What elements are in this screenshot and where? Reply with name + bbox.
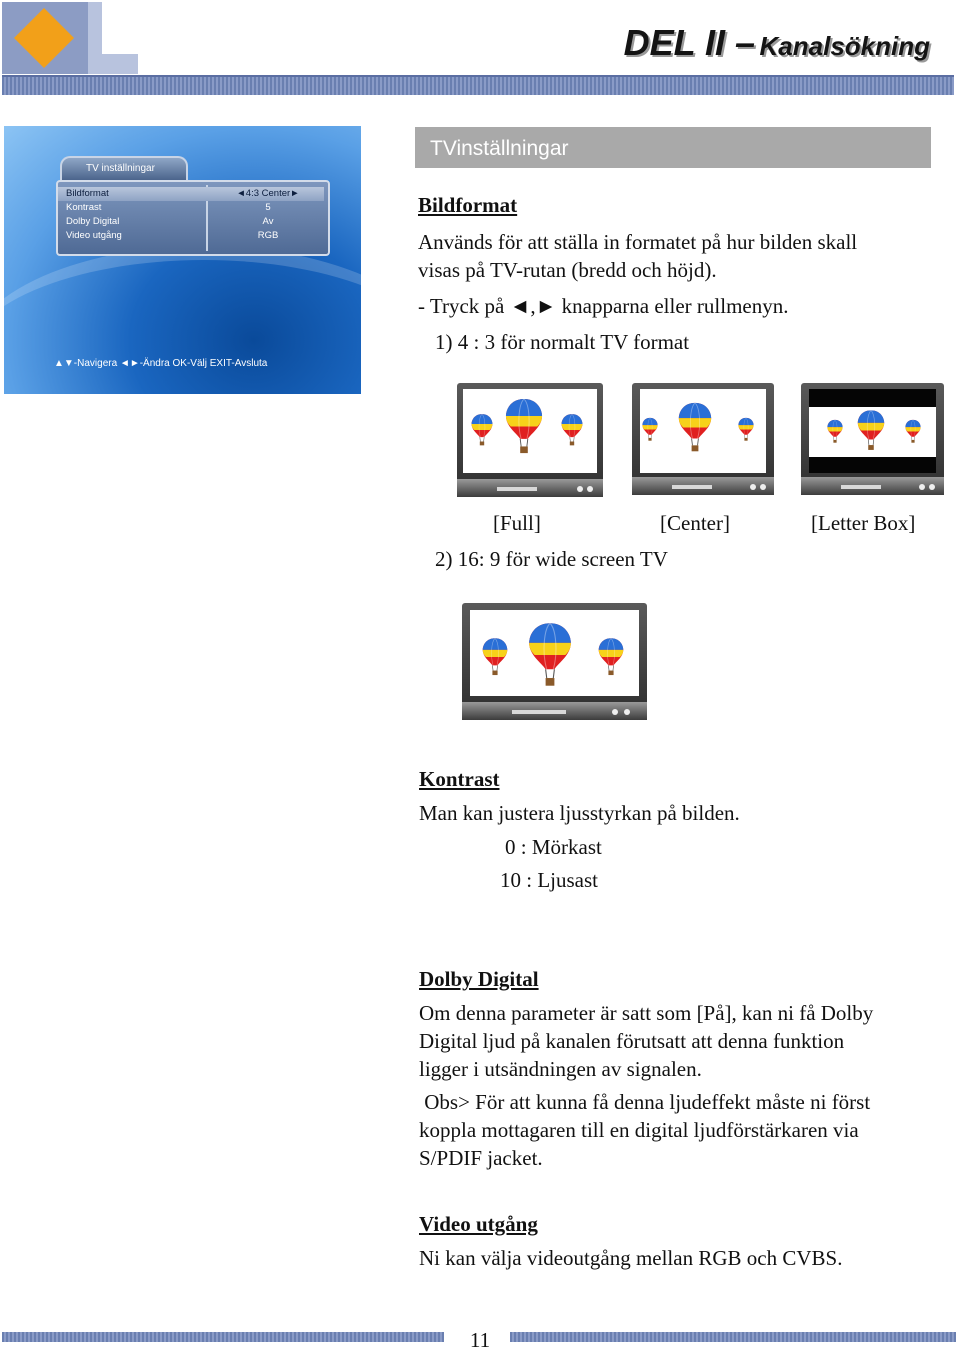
osd-row-video (58, 229, 324, 243)
page-number: 11 (462, 1328, 498, 1353)
bildformat-line-2: visas på TV-rutan (bredd och höjd). (418, 256, 717, 284)
dolby-line-6: S/PDIF jacket. (419, 1144, 543, 1172)
page-header-title (624, 22, 930, 64)
kontrast-line-1: Man kan justera ljusstyrkan på bilden. (419, 799, 740, 827)
header-rule (2, 75, 954, 95)
kontrast-min: 0 : Mörkast (505, 833, 602, 861)
balloon-icon (857, 409, 885, 457)
heading-video: Video utgång (419, 1212, 538, 1237)
bildformat-item-4-3: 1) 4 : 3 för normalt TV format (435, 328, 689, 356)
dolby-line-5: koppla mottagaren till en digital ljudförstärkaren via (419, 1116, 859, 1144)
osd-row-value: RGB (220, 229, 316, 243)
tv-settings-screenshot (4, 126, 361, 394)
balloon-icon (738, 417, 754, 447)
balloon-icon (561, 413, 583, 452)
osd-row-value: ◄4:3 Center► (220, 187, 316, 201)
bildformat-item-16-9: 2) 16: 9 för wide screen TV (435, 545, 668, 573)
osd-row-label: Bildformat (66, 187, 109, 201)
tv-widescreen-illustration (462, 603, 647, 720)
osd-tab-title: TV inställningar (60, 156, 188, 180)
label-center: [Center] (660, 509, 730, 537)
osd-row-value: Av (220, 215, 316, 229)
balloon-icon (827, 419, 843, 449)
osd-row-label: Dolby Digital (66, 215, 119, 229)
balloon-icon (482, 637, 508, 682)
heading-kontrast: Kontrast (419, 767, 500, 792)
dolby-line-2: Digital ljud på kanalen förutsatt att denna funktion (419, 1027, 844, 1055)
balloon-icon (598, 637, 624, 682)
video-line-1: Ni kan välja videoutgång mellan RGB och CVBS. (419, 1244, 842, 1272)
heading-bildformat: Bildformat (418, 193, 517, 218)
osd-row-dolby (58, 215, 324, 229)
osd-row-value: 5 (220, 201, 316, 215)
heading-dolby: Dolby Digital (419, 967, 539, 992)
balloon-icon (905, 419, 921, 449)
tv-full-illustration (457, 383, 603, 497)
balloon-icon (471, 413, 493, 452)
dolby-line-3: ligger i utsändningen av signalen. (419, 1055, 702, 1083)
kontrast-max: 10 : Ljusast (500, 866, 598, 894)
osd-menu-panel (56, 180, 330, 256)
osd-row-bildformat (58, 187, 324, 201)
tv-center-illustration (632, 383, 774, 495)
label-full: [Full] (493, 509, 541, 537)
balloon-icon (678, 401, 712, 459)
tv-letterbox-illustration (801, 383, 944, 495)
header-title-main: DEL II – (624, 22, 755, 63)
footer-rule-left (2, 1332, 444, 1342)
bildformat-line-1: Används för att ställa in formatet på hur bilden skall (418, 228, 857, 256)
dolby-line-4: Obs> För att kunna få denna ljudeffekt måste ni först (419, 1088, 870, 1116)
osd-row-label: Video utgång (66, 229, 122, 243)
header-title-sub: Kanalsökning (760, 31, 930, 61)
footer-rule-right (510, 1332, 956, 1342)
label-letterbox: [Letter Box] (811, 509, 915, 537)
dolby-line-1: Om denna parameter är satt som [På], kan ni få Dolby (419, 999, 873, 1027)
osd-row-label: Kontrast (66, 201, 101, 215)
section-title: TVinställningar (430, 137, 569, 161)
balloon-icon (505, 397, 543, 461)
osd-footer-hints: ▲▼-Navigera ◄►-Ändra OK-Välj EXIT-Avsluta (54, 358, 354, 369)
bildformat-line-3: - Tryck på ◄,► knapparna eller rullmenyn. (418, 292, 788, 320)
osd-row-kontrast (58, 201, 324, 215)
balloon-icon (642, 417, 658, 447)
logo-icon (2, 2, 138, 74)
balloon-icon (528, 621, 572, 694)
